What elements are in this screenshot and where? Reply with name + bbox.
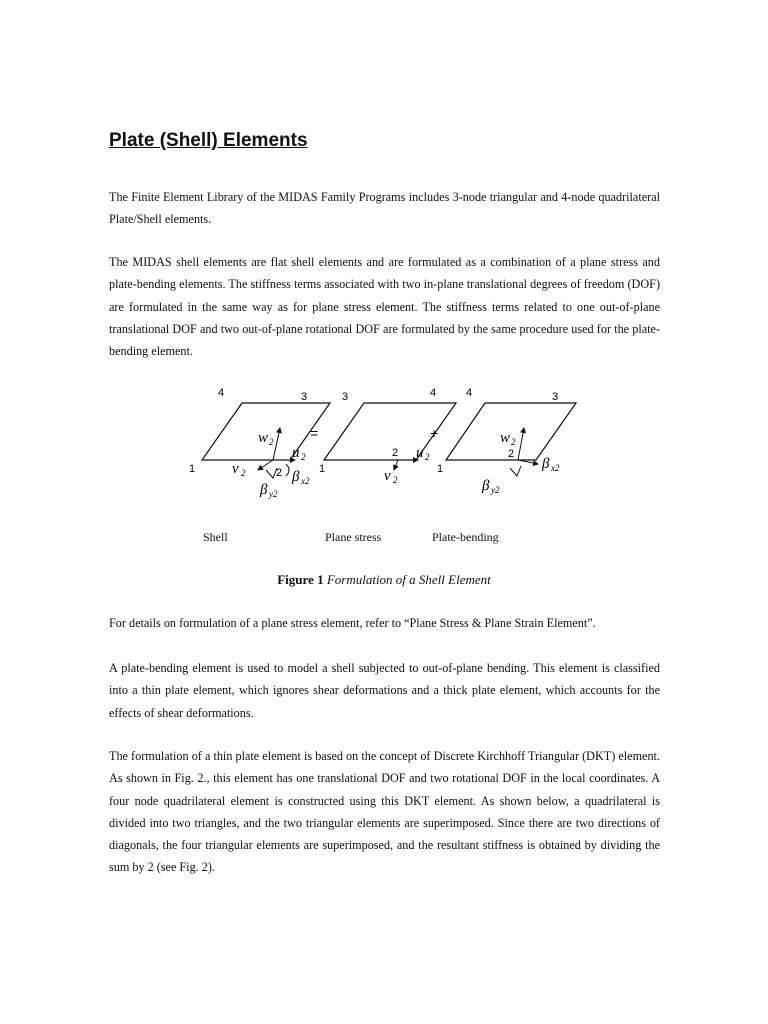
shell-u-symbol: u (292, 445, 300, 461)
bending-w-sub: 2 (511, 437, 516, 447)
bending-beta-x-arrow (518, 460, 538, 464)
shell-node-2: 2 (276, 467, 283, 479)
shell-panel (189, 387, 330, 499)
stress-node-4: 4 (430, 387, 437, 399)
shell-v-sub: 2 (241, 468, 246, 478)
shell-node-3: 3 (301, 391, 308, 403)
shell-element-figure (180, 380, 580, 520)
stress-v-arrow (394, 460, 398, 470)
shell-w-symbol: w (258, 430, 269, 446)
label-plane-stress: Plane stress (325, 530, 382, 544)
shell-u-sub: 2 (301, 452, 306, 462)
stress-node-3: 3 (342, 391, 349, 403)
shell-node-1: 1 (189, 463, 196, 475)
bending-node-4: 4 (466, 387, 473, 399)
figure-caption (0, 572, 768, 588)
bending-node-1: 1 (437, 463, 444, 475)
shell-w-arrow (273, 428, 280, 460)
stress-u-sub: 2 (425, 452, 430, 462)
bending-beta-y-arc (510, 466, 521, 476)
paragraph-plate-bending: A plate-bending element is used to model a shell subjected to out-of-plane bending. This element is classified into a thin plate element, which ignores shear deformations and a thick plate element, which accounts for the effects of shear deformations. (109, 661, 660, 720)
bending-w-arrow (518, 428, 524, 460)
bending-node-3: 3 (552, 391, 559, 403)
stress-v-symbol: v (384, 468, 391, 484)
bending-beta-y-sub: y2 (491, 485, 500, 495)
plus-operator: + (430, 425, 439, 441)
bending-w-symbol: w (500, 430, 511, 446)
label-plate-bending: Plate-bending (432, 530, 499, 544)
page-title: Plate (Shell) Elements (109, 130, 308, 151)
bending-beta-x-sub: x2 (551, 463, 560, 473)
bending-node-2: 2 (508, 448, 515, 460)
stress-v-sub: 2 (393, 475, 398, 485)
shell-beta-x-arc (286, 464, 289, 476)
bending-beta-y-symbol: β (482, 478, 490, 494)
plate-bending-panel (437, 387, 576, 495)
paragraph-dkt: The formulation of a thin plate element is based on the concept of Discrete Kirchhoff Triangular (DKT) element. As shown in Fig. 2., this element has one translational DOF and two rotational DOF in the local coordinates. A four node quadrilateral element is constructed using this DKT element. As shown below, a quadrilateral is divided into two triangles, and the two triangular elements are superimposed. Since there are two directions of diagonals, the four triangular elements are superimposed, and the resultant stiffness is obtained by dividing the sum by 2 (see Fig. 2). (109, 749, 660, 875)
stress-u-symbol: u (416, 445, 424, 461)
shell-node-4: 4 (218, 387, 225, 399)
shell-v-symbol: v (232, 461, 239, 477)
shell-v-arrow (258, 460, 273, 470)
paragraph-intro: The Finite Element Library of the MIDAS Family Programs includes 3-node triangular and 4-node quadrilateral Plate/Shell elements. (109, 190, 660, 227)
caption-title: Formulation of a Shell Element (326, 572, 491, 587)
shell-beta-x-symbol: β (292, 469, 300, 485)
shell-beta-y-symbol: β (260, 482, 268, 498)
shell-beta-y-sub: y2 (269, 489, 278, 499)
paragraph-shell-formulation: The MIDAS shell elements are flat shell elements and are formulated as a combination of a plane stress and plate-bending elements. The stiffness terms associated with two in-plane translational degrees of freedom (DOF) are formulated in the same way as for plane stress element. The stiffness terms related to one out-of-plane translational DOF and two out-of-plane rotational DOF are formulated by the same procedure used for the plate-bending element. (109, 255, 660, 359)
bending-beta-x-symbol: β (542, 456, 550, 472)
paragraph-plane-stress-ref: For details on formulation of a plane stress element, refer to “Plane Stress & Plane Strain Element”. (109, 616, 596, 630)
caption-number: Figure 1 (277, 572, 324, 587)
shell-w-sub: 2 (269, 437, 274, 447)
shell-beta-x-sub: x2 (301, 476, 310, 486)
equals-operator: = (310, 425, 319, 441)
stress-node-2: 2 (392, 447, 399, 459)
stress-node-1: 1 (319, 463, 326, 475)
label-shell: Shell (203, 530, 228, 544)
